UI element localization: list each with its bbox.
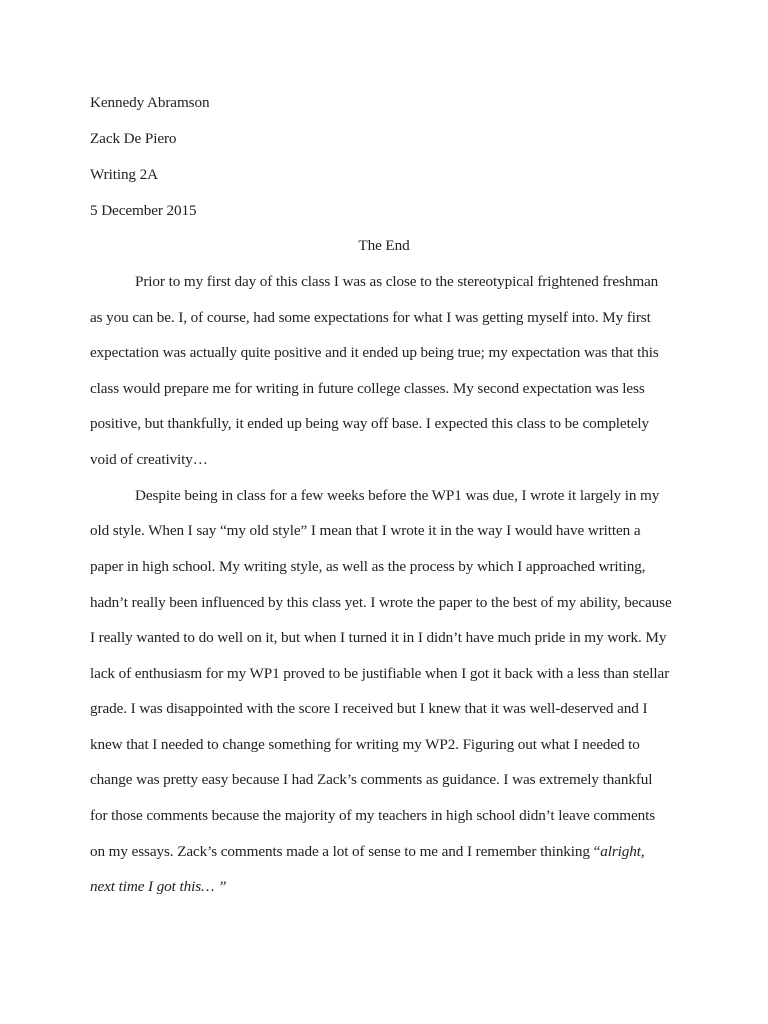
paragraph-line: void of creativity…: [90, 451, 208, 468]
essay-title: The End: [358, 237, 410, 254]
paragraph-line: positive, but thankfully, it ended up being way off base. I expected this class to be completely: [90, 415, 649, 432]
instructor-name: Zack De Piero: [90, 130, 177, 147]
course-name: Writing 2A: [90, 166, 158, 183]
italic-quote-end: next time I got this… ”: [90, 878, 227, 895]
paragraph-line: [90, 843, 680, 861]
paragraph-line: as you can be. I, of course, had some expectations for what I was getting myself into. My first: [90, 309, 651, 326]
paragraph-line: Despite being in class for a few weeks before the WP1 was due, I wrote it largely in my: [135, 487, 660, 504]
paragraph-line: class would prepare me for writing in future college classes. My second expectation was less: [90, 380, 645, 397]
paragraph-line: knew that I needed to change something for writing my WP2. Figuring out what I needed to: [90, 736, 640, 753]
paragraph-line: paper in high school. My writing style, as well as the process by which I approached writing,: [90, 558, 646, 575]
paragraph-line: expectation was actually quite positive and it ended up being true; my expectation was that this: [90, 344, 659, 361]
author-name: Kennedy Abramson: [90, 94, 210, 111]
paragraph-line: lack of enthusiasm for my WP1 proved to be justifiable when I got it back with a less than stellar: [90, 665, 670, 682]
paragraph-line: change was pretty easy because I had Zack’s comments as guidance. I was extremely thankful: [90, 771, 653, 788]
paragraph-line: Prior to my first day of this class I was as close to the stereotypical frightened freshman: [135, 273, 659, 290]
paragraph-line: hadn’t really been influenced by this class yet. I wrote the paper to the best of my ability, because: [90, 594, 672, 611]
paragraph-line: grade. I was disappointed with the score I received but I knew that it was well-deserved and I: [90, 700, 648, 717]
paragraph-line: for those comments because the majority of my teachers in high school didn’t leave comments: [90, 807, 656, 824]
paragraph-line: I really wanted to do well on it, but when I turned it in I didn’t have much pride in my work. My: [90, 629, 667, 646]
essay-date: 5 December 2015: [90, 202, 197, 219]
paragraph-line-text: on my essays. Zack’s comments made a lot of sense to me and I remember thinking “: [90, 843, 601, 860]
italic-quote-start: alright,: [600, 843, 645, 860]
paragraph-line: old style. When I say “my old style” I mean that I wrote it in the way I would have written a: [90, 522, 641, 539]
